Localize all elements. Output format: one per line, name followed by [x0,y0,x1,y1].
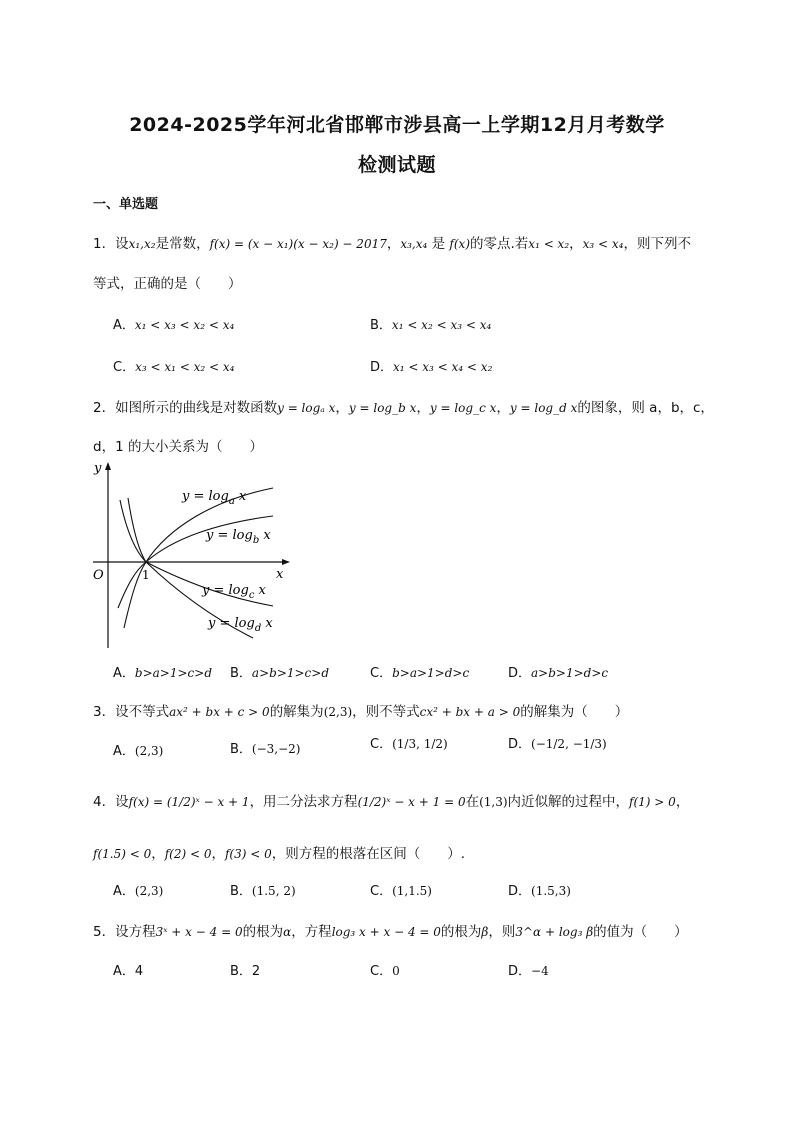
q2-intro: 2．如图所示的曲线是对数函数 [93,400,278,416]
option-label: B． [230,884,252,899]
option-expr: −4 [531,964,549,978]
q3-intro: 3．设不等式 [93,704,170,720]
q3-set: (2,3) [323,705,353,719]
y-axis-arrow [105,462,111,470]
q4-interval: (1,3) [479,795,508,809]
q5-beta: β [481,925,489,939]
q2-option-c[interactable] [370,662,469,681]
q3-option-b[interactable] [230,738,300,757]
option-expr: 0 [392,964,400,978]
q3-inequality-1: ax² + bx + c > 0 [169,705,270,719]
q2-tail: 的图象，则 a，b，c， [577,400,714,416]
question-3-line [93,700,628,720]
q3-option-c[interactable] [370,733,448,752]
q4-comma: ， [211,846,225,862]
label-log-a: $y = \log_a x$ [182,489,247,507]
option-label: D． [370,360,394,375]
q1-sep: ， [386,236,401,252]
q3-text-2: ，则不等式 [352,704,420,720]
q2-comma: ， [496,400,510,416]
q1-cond-1: x₁ < x₂ [528,237,570,251]
q3-option-a[interactable] [113,740,163,759]
q4-option-a[interactable] [113,880,163,899]
q1-option-b[interactable] [370,314,491,333]
option-label: B． [230,964,252,979]
q5-text: 的根为 [242,924,284,940]
option-expr: x₁ < x₃ < x₄ < x₂ [393,360,493,374]
q3-option-d[interactable] [508,733,607,752]
q5-text-4: ，则 [488,924,516,940]
q5-text-2: ，方程 [291,924,332,940]
option-expr: (−1/2, −1/3) [531,737,607,751]
q4-option-d[interactable] [508,880,571,899]
q4-f1: f(1) > 0 [629,795,676,809]
q3-tail: 的解集为（ ） [520,704,629,720]
option-label: D． [508,666,532,681]
question-2-line-2: d，1 的大小关系为（ ） [93,439,263,455]
q2-option-b[interactable] [230,662,329,681]
option-expr: 2 [251,964,261,979]
option-label: A． [113,666,135,681]
option-label: D． [508,964,532,979]
q5-intro: 5．设方程 [93,924,156,940]
q4-option-c[interactable] [370,880,432,899]
q1-intro: 1．设 [93,236,129,252]
option-expr: (2,3) [134,744,164,758]
question-1-line-1 [93,232,691,252]
title-line-2: 检测试题 [357,154,436,176]
log-function-graph [88,458,298,653]
option-label: A． [113,884,135,899]
q5-option-b[interactable] [230,960,260,979]
q1-vars: x₁,x₂ [128,237,156,251]
q1-comma: ， [569,236,583,252]
q3-text: 的解集为 [269,704,324,720]
q5-option-c[interactable] [370,960,400,979]
q4-comma: ， [151,846,165,862]
q2-comma: ， [416,400,430,416]
option-label: C． [113,360,136,375]
q4-text-2: 在 [465,794,480,810]
option-expr: x₁ < x₃ < x₂ < x₄ [134,318,235,332]
option-expr: a>b>1>c>d [251,666,330,680]
q5-option-a[interactable] [113,960,143,979]
section-heading: 一、单选题 [93,197,159,212]
q4-tail: ，则方程的根落在区间（ ）. [271,846,466,862]
label-log-d: $y = \log_d x$ [208,616,273,634]
option-expr: 4 [134,964,144,979]
q1-tail: ，则下列不 [623,236,691,252]
option-label: B． [230,666,252,681]
q4-f3: f(3) < 0 [224,847,272,861]
option-label: D． [508,737,532,752]
option-expr: (1.5,3) [531,884,571,898]
q2-comma: ， [335,400,349,416]
q4-intro: 4．设 [93,794,129,810]
option-expr: x₁ < x₂ < x₃ < x₄ [391,318,492,332]
q4-comma: ， [675,794,690,810]
option-expr: (−3,−2) [251,742,301,756]
option-label: C． [370,964,393,979]
origin-label: O [93,568,104,583]
x-axis-arrow [282,559,290,565]
q5-equation-1: 3ˣ + x − 4 = 0 [155,925,243,939]
q1-text: 是常数， [155,236,210,252]
label-log-c: $y = \log_c x$ [202,583,266,601]
option-label: A． [113,318,135,333]
option-expr: a>b>1>d>c [531,666,609,680]
option-expr: b>a>1>c>d [134,666,212,680]
option-expr: (2,3) [134,884,164,898]
q2-func-b: y = log_b x [348,401,417,415]
q1-text-3: 的零点.若 [470,236,529,252]
question-2-line-1 [93,396,714,416]
q5-option-d[interactable] [508,960,549,979]
q2-func-c: y = log_c x [429,401,497,415]
option-expr: (1,1.5) [392,884,432,898]
option-label: C． [370,884,393,899]
q1-cond-2: x₃ < x₄ [582,237,624,251]
option-label: B． [230,742,252,757]
question-1-line-2: 等式，正确的是（ ） [93,276,242,292]
option-label: B． [370,318,392,333]
q4-f15: f(1.5) < 0 [93,847,152,861]
q2-func-d: y = log_d x [509,401,578,415]
q4-text: ，用二分法求方程 [249,794,358,810]
question-4-line-1 [93,790,689,810]
q2-option-a[interactable] [113,662,212,681]
option-expr: (1.5, 2) [251,884,296,898]
q1-option-c[interactable] [113,356,234,375]
title-line-1: 2024-2025学年河北省邯郸市涉县高一上学期12月月考数学 [129,114,665,136]
y-axis-label: y [94,461,102,476]
q1-text-2: 是 [427,236,450,252]
q4-text-3: 内近似解的过程中， [507,794,630,810]
question-5-line [93,920,688,940]
q1-zeros: x₃,x₄ [400,237,428,251]
q4-f2: f(2) < 0 [164,847,212,861]
q1-function: f(x) = (x − x₁)(x − x₂) − 2017 [209,237,387,251]
option-expr: b>a>1>d>c [392,666,470,680]
q3-inequality-2: cx² + bx + a > 0 [419,705,521,719]
option-label: A． [113,964,135,979]
q2-option-d[interactable] [508,662,608,681]
option-label: C． [370,737,393,752]
label-log-b: $y = \log_b x$ [206,528,271,546]
q4-option-b[interactable] [230,880,296,899]
q1-option-a[interactable] [113,314,234,333]
q4-equation: (1/2)ˣ − x + 1 = 0 [357,795,466,809]
q1-option-d[interactable] [370,356,492,375]
q2-func-a: y = logₐ x [277,401,336,415]
question-4-line-2 [93,842,465,862]
option-expr: (1/3, 1/2) [392,737,448,751]
q5-text-3: 的根为 [440,924,482,940]
option-label: C． [370,666,393,681]
q4-function: f(x) = (1/2)ˣ − x + 1 [128,795,250,809]
option-label: A． [113,744,135,759]
q5-tail: 的值为（ ） [593,924,688,940]
q5-expression: 3^α + log₃ β [515,925,594,939]
q1-fx: f(x) [449,237,470,251]
option-label: D． [508,884,532,899]
option-expr: x₃ < x₁ < x₂ < x₄ [135,360,235,374]
one-label: 1 [142,568,150,582]
q5-equation-2: log₃ x + x − 4 = 0 [331,925,441,939]
x-axis-label: x [276,567,284,582]
q5-alpha: α [283,925,292,939]
